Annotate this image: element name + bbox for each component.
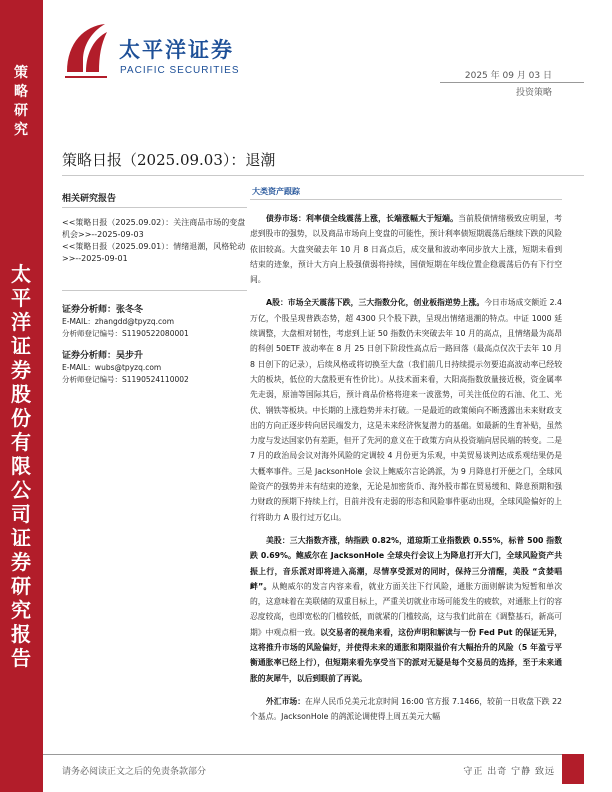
paragraph-body: 在岸人民币兑美元北京时间 16:00 官方报 7.1466，较前一日收盘下跌 22 个基点。JacksonHole 的鸽派论调使得上周五美元大幅 bbox=[250, 696, 562, 722]
analyst-block-1 bbox=[62, 304, 247, 340]
pacific-securities-logo-icon bbox=[61, 20, 111, 80]
report-date: 2025 年 09 月 03 日 bbox=[464, 71, 552, 81]
analyst-email[interactable]: E-MAIL：zhangdd@tpyzq.com bbox=[62, 317, 174, 326]
analyst-divider bbox=[62, 290, 247, 291]
paragraph-lead: 美股：三大指数齐涨，纳指跌 0.82%，道琼斯工业指数跌 0.55%，标普 500 指数跌 0.69%。鲍威尔在 JacksonHole 全球央行会议上为降息打开大门，全球风险资产共振上行，音乐派对即将进入高潮，尽情享受派对的同时，保持三分清醒，美股 “贪婪唱衅”。 bbox=[250, 535, 562, 591]
related-report-2[interactable]: <<策略日报（2025.09.01）：情绪退潮，风格轮动>>--2025-09-01 bbox=[62, 242, 246, 263]
footer-motto: 守正 出奇 宁静 致远 bbox=[463, 767, 555, 777]
footer-accent-bar bbox=[562, 754, 584, 784]
related-heading: 相关研究报告 bbox=[62, 194, 117, 204]
paragraph-body: 从鲍威尔的发言内容来看，就业方面关注下行风险，通胀方面则解读为短暂和单次的，这意味着在美联储的双重目标上，严重关切就业市场可能发生的疲软，对通胀上行的容忍度较高，也即宽松的门槛较低，而就紧的门槛较高，这与我们此前在《调整基石，新高可期》中观点相一致。 bbox=[250, 581, 563, 637]
main-content bbox=[250, 186, 562, 733]
report-category: 投资策略 bbox=[515, 88, 552, 98]
header-divider bbox=[440, 82, 584, 83]
analyst-cert: 分析师登记编号：S1190524110002 bbox=[62, 375, 189, 384]
brand-name-cn: 太平洋证券 bbox=[119, 38, 234, 62]
section-tag: 大类资产跟踪 bbox=[252, 187, 300, 196]
related-report-1[interactable]: <<策略日报（2025.09.02）：关注商品市场的变盘机会>>--2025-09-03 bbox=[62, 218, 246, 239]
paragraph-body: 今日市场成交额近 2.4 万亿，个股呈现普跌态势，超 4300 只个股下跌，呈现出情绪退潮的特点。中证 1000 延续调整，大盘相对韧性，考虑到上证 50 指数仍未突破去年 10 月的高点，且情绪最为高昂的科创 50ETF 波动率在 8 月 25 日创下阶段性高点后一路回落（最高点仅次于去年 10 月 8 日创下的记录），后续风格或将切换至大盘（我们前几日持续提示勿要追高波动率已经较大的板块，低位的大盘股更有性价比）。从技术面来看，大阳高指数放量接近极，资金属率先走弱，原油等国际其后，预计商品价格将迎来一波涨势，可关注低位的石油、化工、光伏、钢铁等板块。中长期的上涨趋势并未打破。一是最近的政策倾向不断透露出未来财政支出的方向正逐步转向居民端发力，这是未来经济恢复潜力的基础。如最新的生育补贴，虽然力度与发达国家仍有差距，但开了先河的意义在于政策方向从投资端向居民端的转变。二是 7 月的政治局会议对海外风险的定调较 4 月份更为乐观，中美贸易谈判达成系观结果仍是大概率事件。三是 JacksonHole 会议上鲍威尔言论鸽派，为 9 月降息打开便之门，全球风险资产的强势并未有结束的迹象，无论是加密货币、海外股市都在贸易缓和、降息预期和强力财政的预期下持续上行，目前并没有走弱的形态和风险事件驱动出现，全球风险偏好的上行将助力 A 股行过万亿山。 bbox=[250, 298, 562, 522]
related-divider bbox=[62, 207, 247, 208]
paragraph-us-stocks bbox=[250, 533, 562, 686]
footer-divider bbox=[43, 754, 584, 755]
paragraph-lead: 债券市场：利率债全线震荡上涨，长端涨幅大于短端。 bbox=[266, 214, 459, 223]
paragraph-fx bbox=[250, 694, 562, 725]
analyst-block-2 bbox=[62, 350, 247, 386]
title-divider bbox=[62, 175, 584, 176]
sidebar-category: 策略研究 bbox=[14, 65, 28, 138]
brand-name-en: PACIFIC SECURITIES bbox=[120, 65, 240, 76]
sidebar-report-type: 太平洋证券股份有限公司证券研究报告 bbox=[11, 262, 31, 670]
section-tag-divider bbox=[250, 199, 562, 200]
paragraph-bond-market bbox=[250, 211, 562, 287]
analyst-cert: 分析师登记编号：S1190522080001 bbox=[62, 329, 189, 338]
paragraph-lead: 外汇市场： bbox=[266, 696, 306, 706]
paragraph-lead: A股：市场全天震荡下跌，三大指数分化，创业板指逆势上涨。 bbox=[266, 298, 485, 308]
page-title: 策略日报（2025.09.03）：退潮 bbox=[62, 151, 276, 169]
paragraph-a-share bbox=[250, 295, 562, 524]
paragraph-emphasis: 以交易者的视角来看，这份声明和解读与一份 Fed Put 的保证无异，这将推升市场的风险偏好，并使得未来的通胀和期限溢价有大幅抬升的风险（5 年盈亏平衡通胀率已经上行），但短期来看先享受当下的派对无疑是每个交易员的选择，至于未来通胀的灰犀牛，以后到眼前了再说。 bbox=[250, 627, 563, 683]
analyst-email[interactable]: E-MAIL：wubs@tpyzq.com bbox=[62, 363, 162, 372]
paragraph-body: 当前股债情绪极致应明显，考虑到股市的强势，以及商品市场向上变盘的可能性，预计利率债短期震荡后继续下跌的风险依旧较高。大盘突破去年 10 月 8 日高点后，成交量和波动率同步放大上涨，短期未看到结束的迹象，预计大方向上股强债弱将持续，国债短期在年线位置企稳震荡后仍有下行空间。 bbox=[250, 214, 563, 285]
footer-disclaimer: 请务必阅读正文之后的免责条款部分 bbox=[62, 767, 207, 777]
analyst-name: 证券分析师：张冬冬 bbox=[62, 305, 144, 315]
left-sidebar bbox=[0, 0, 43, 792]
analyst-name: 证券分析师：吴步升 bbox=[62, 351, 144, 361]
